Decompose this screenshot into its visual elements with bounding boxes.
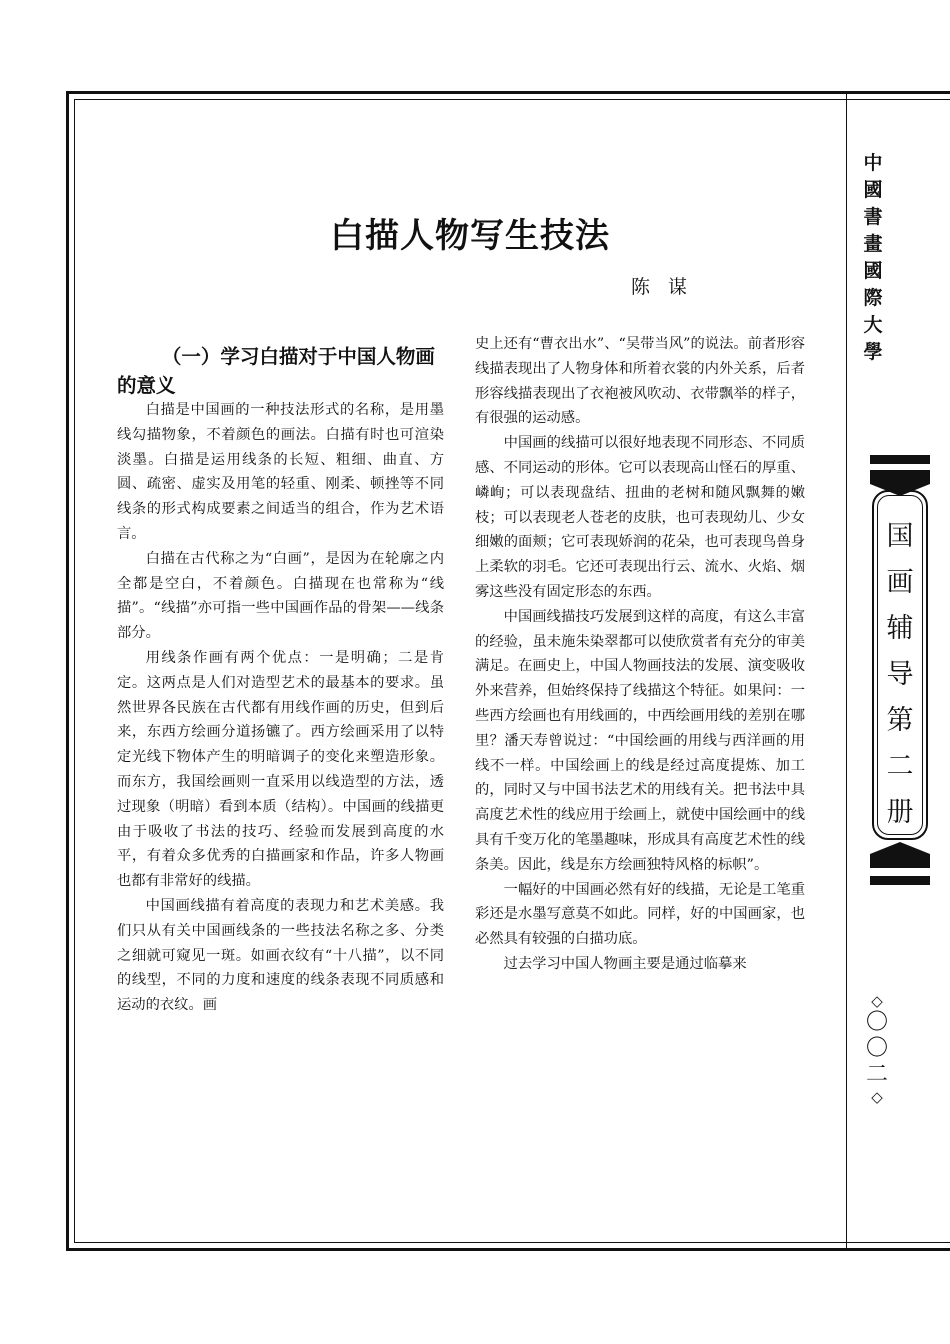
page-digit: 〇 xyxy=(866,1010,889,1035)
series-char: 學 xyxy=(863,341,883,363)
paragraph: 一幅好的中国画必然有好的线描，无论是工笔重彩还是水墨写意莫不如此。同样，好的中国画家，也必然具有较强的白描功底。 xyxy=(475,881,805,948)
paragraph-continuation: 史上还有“曹衣出水”、“吴带当风”的说法。前者形容线描表现出了人物身体和所着衣裳的内外关系，后者形容线描表现出了衣袍被风吹动、衣带飘举的样子，有很强的运动感。 xyxy=(475,336,805,427)
paragraph: 中国画线描有着高度的表现力和艺术美感。我们只从有关中国画线条的一些技法名称之多、分类之细就可窥见一斑。如画衣纹有“十八描”，以不同的线型，不同的力度和速度的线条表现不同质感和运动的衣纹。画 xyxy=(117,897,444,1014)
ornament-chevron-bottom-icon xyxy=(870,842,930,868)
ornament-bar-top xyxy=(870,455,930,464)
page-digit: 〇 xyxy=(866,1036,889,1061)
article-title: 白描人物写生技法 xyxy=(330,216,610,256)
paragraph: 白描在古代称之为“白画”，是因为在轮廓之内全都是空白，不着颜色。白描现在也常称为“线描”。“线描”亦可指一些中国画作品的骨架——线条部分。 xyxy=(117,550,444,642)
series-char: 大 xyxy=(863,314,883,336)
right-column xyxy=(475,332,805,977)
diamond-icon: ◇ xyxy=(871,992,883,1010)
series-char: 中 xyxy=(863,152,883,174)
section-heading: （一）学习白描对于中国人物画的意义 xyxy=(117,345,435,397)
volume-char: 二 xyxy=(886,751,914,782)
volume-char: 册 xyxy=(886,797,914,828)
volume-char: 导 xyxy=(886,659,914,690)
paragraph: 中国画的线描可以很好地表现不同形态、不同质感、不同运动的形体。它可以表现高山怪石的厚重、嶙峋；可以表现盘结、扭曲的老树和随风飘舞的嫩枝；可以表现老人苍老的皮肤，也可表现幼儿、少女细嫩的面颊；它可表现娇润的花朵，也可表现鸟兽身上柔软的羽毛。它还可表现出行云、流水、火焰、烟雾这些没有固定形态的东西。 xyxy=(475,435,805,600)
ornament-bar-bottom xyxy=(870,876,930,885)
diamond-icon: ◇ xyxy=(871,1088,883,1106)
series-title xyxy=(862,150,884,366)
paragraph: 过去学习中国人物画主要是通过临摹来 xyxy=(503,955,747,972)
volume-char: 辅 xyxy=(886,613,914,644)
paragraph: 用线条作画有两个优点：一是明确；二是肯定。这两点是人们对造型艺术的最基本的要求。虽然世界各民族在古代都有用线作画的历史，但到后来，东西方绘画分道扬镳了。西方绘画采用了以特定光线下物体产生的明暗调子的变化来塑造形象。而东方，我国绘画则一直采用以线造型的方法，透过现象（明暗）看到本质（结构）。中国画的线描更由于吸收了书法的技巧、经验而发展到高度的水平，有着众多优秀的白描画家和作品，许多人物画也都有非常好的线描。 xyxy=(117,649,444,890)
volume-char: 第 xyxy=(886,705,914,736)
page-number xyxy=(866,992,888,1106)
margin-divider xyxy=(846,92,847,1250)
series-char: 書 xyxy=(863,206,883,228)
volume-char: 国 xyxy=(886,521,914,552)
series-char: 際 xyxy=(863,287,883,309)
paragraph: 中国画线描技巧发展到这样的高度，有这么丰富的经验，虽未施朱染翠都可以使欣赏者有充分的审美满足。在画史上，中国人物画技法的发展、演变吸收外来营养，但始终保持了线描这个特征。如果问：一些西方绘画也有用线画的，中西绘画用线的差别在哪里？潘天寿曾说过：“中国绘画的用线与西洋画的用线不一样。中国绘画上的线是经过高度提炼、加工的，同时又与中国书法艺术的用线有关。把书法中具高度艺术性的线应用于绘画上，就使中国绘画中的线具有千变万化的笔墨趣味，形成具有高度艺术性的线条美。因此，线是东方绘画独特风格的标帜”。 xyxy=(475,608,805,873)
page-digit: 二 xyxy=(866,1062,889,1087)
volume-title xyxy=(878,514,922,836)
series-char: 畫 xyxy=(863,233,883,255)
volume-char: 画 xyxy=(886,567,914,598)
left-column xyxy=(117,398,444,1018)
series-char: 國 xyxy=(863,260,883,282)
author-name: 陈谋 xyxy=(631,276,706,298)
series-char: 國 xyxy=(863,179,883,201)
paragraph: 白描是中国画的一种技法形式的名称，是用墨线勾描物象，不着颜色的画法。白描有时也可渲染淡墨。白描是运用线条的长短、粗细、曲直、方圆、疏密、虚实及用笔的轻重、刚柔、顿挫等不同线条的形式构成要素之间适当的组合，作为艺术语言。 xyxy=(117,402,444,542)
